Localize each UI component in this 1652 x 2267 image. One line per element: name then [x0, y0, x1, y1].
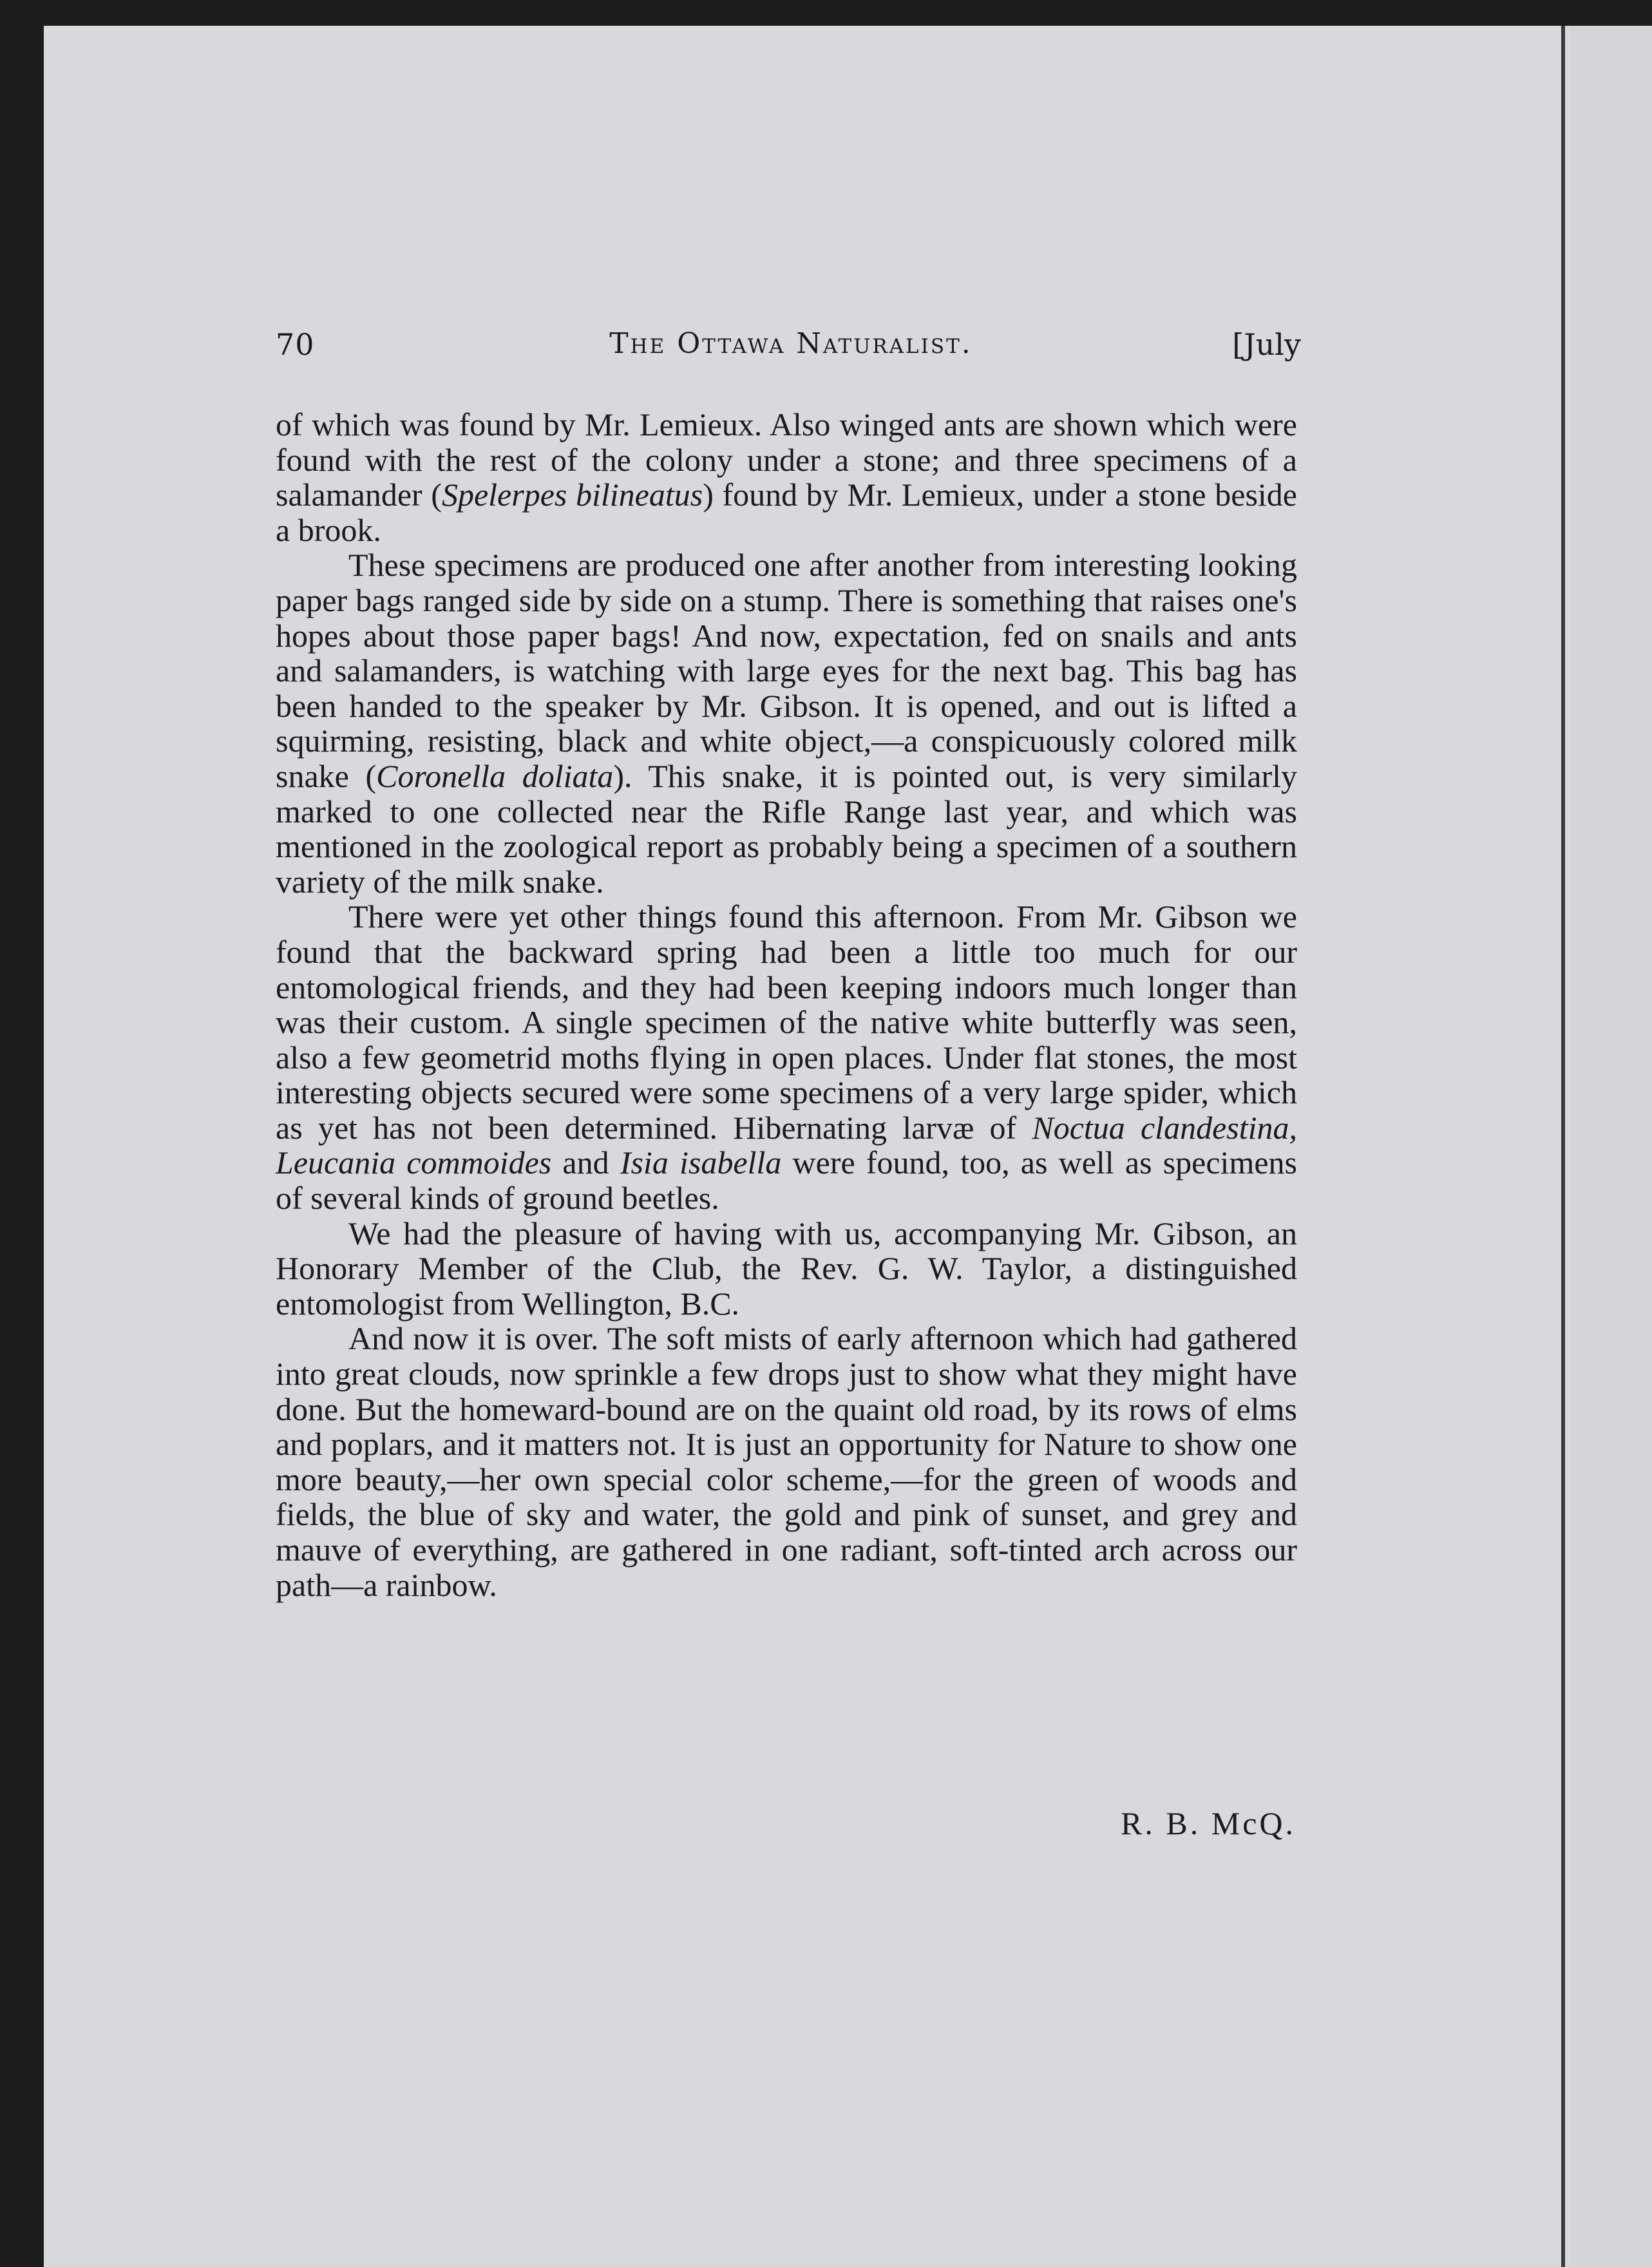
paragraph-text: And now it is over. The soft mists of early afternoon which had gathered into great clouds, now sprinkle a few drops just to show what they might have done. But the homeward-bound are on the quaint old road, by its rows of elms and poplars, and it matters not. It is just an opportunity for Nature to show one more beauty,—her own special color scheme,—for the green of woods and fields, the blue of sky and water, the gold and pink of sunset, and grey and mauve of everything, are gathered in one radiant, soft-tinted arch across our path—a rainbow. — [276, 1320, 1297, 1603]
paragraph-text: of which was found by Mr. Lemieux. Also winged ants are shown which were found with the rest of the colony under a stone; and three specimens of a salamander ( — [276, 406, 1297, 513]
running-title: The Ottawa Naturalist. — [609, 327, 973, 360]
paragraph-3 — [276, 899, 1297, 1215]
page-number: 70 — [276, 327, 315, 362]
page-header — [276, 327, 1306, 372]
species-name: Noctua clandestina, Leucania commoides — [276, 1109, 1298, 1181]
issue-month: [July — [1232, 327, 1301, 362]
paragraph-text: ) found by Mr. Lemieux, under a stone beside a brook. — [276, 477, 1297, 548]
species-name: Coronella doliata — [376, 757, 614, 794]
binding-edge — [1561, 26, 1565, 2267]
species-name: Spelerpes bilineatus — [441, 477, 703, 513]
article-body — [276, 407, 1297, 1602]
paragraph-5 — [276, 1321, 1297, 1602]
species-name: Isia isabella — [620, 1144, 782, 1181]
paragraph-1 — [276, 407, 1297, 547]
paragraph-text: were found, too, as well as specimens of several kinds of ground beetles. — [276, 1144, 1297, 1217]
paragraph-text: These specimens are produced one after another from interesting looking paper bags ranged side by side on a stump. There is something that raises one's hopes about those paper bags! And now, expectation, fed on snails and ants and salamanders, is watching with large eyes for the next bag. This bag has been handed to the speaker by Mr. Gibson. It is opened, and out is lifted a squirming, resisting, black and white object,—a conspicuously colored milk snake ( — [276, 547, 1297, 794]
facing-page-edge — [1570, 26, 1652, 2267]
paragraph-4 — [276, 1216, 1297, 1322]
paragraph-text: ). This snake, it is pointed out, is very similarly marked to one collected near the Rifle Range last year, and which was mentioned in the zoological report as probably being a specimen of a southern variety of the milk snake. — [276, 757, 1298, 900]
paragraph-2 — [276, 547, 1297, 899]
paragraph-text: We had the pleasure of having with us, accompanying Mr. Gibson, an Honorary Member of the Club, the Rev. G. W. Taylor, a distinguished entomologist from Wellington, B.C. — [276, 1215, 1297, 1322]
paragraph-text: and — [551, 1144, 620, 1181]
author-signature: R. B. McQ. — [1121, 1805, 1296, 1841]
paragraph-text: There were yet other things found this afternoon. From Mr. Gibson we found that the backward spring had been a little too much for our entomological friends, and they had been keeping indoors much longer than was their custom. A single specimen of the native white butterfly was seen, also a few geometrid moths flying in open places. Under flat stones, the most interesting objects secured were some specimens of a very large spider, which as yet has not been determined. Hibernating larvæ of — [276, 898, 1297, 1146]
